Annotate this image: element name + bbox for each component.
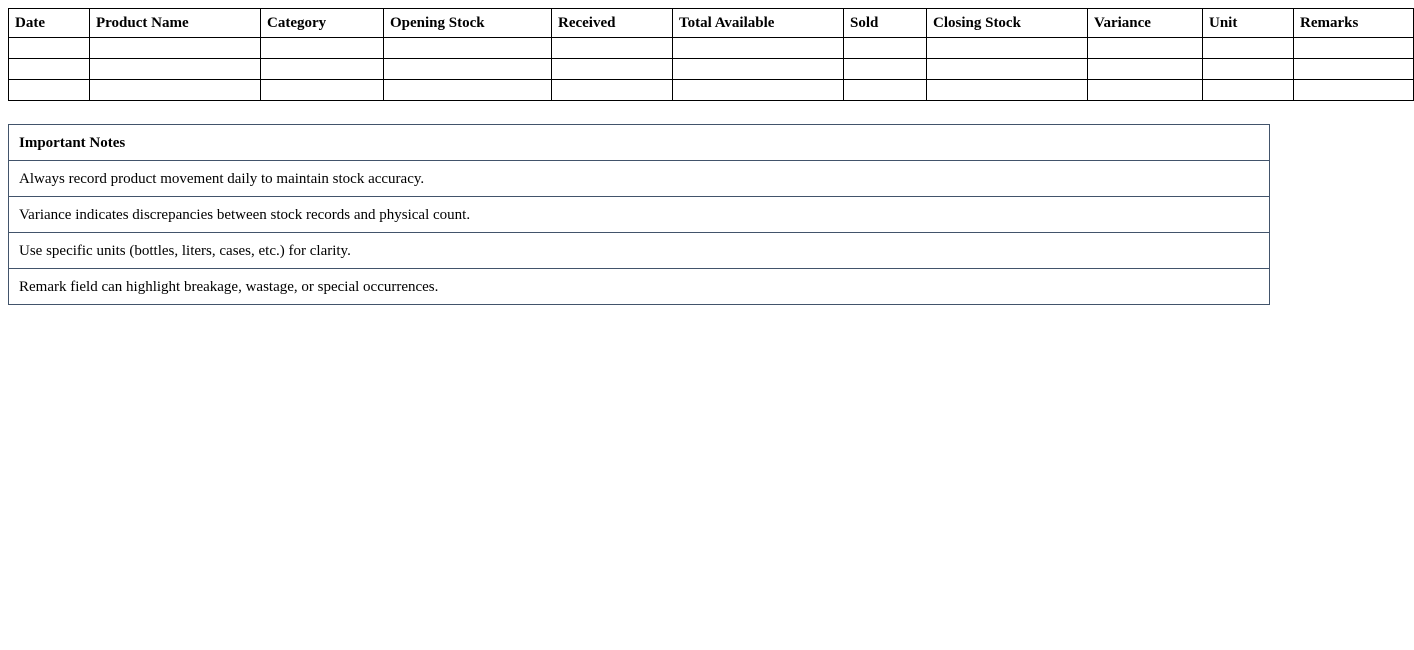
cell-closing-stock[interactable] — [927, 38, 1088, 59]
cell-total-available[interactable] — [673, 80, 844, 101]
cell-date[interactable] — [9, 80, 90, 101]
cell-remarks[interactable] — [1294, 59, 1414, 80]
document-page — [0, 0, 1359, 305]
cell-opening-stock[interactable] — [384, 38, 552, 59]
cell-product-name[interactable] — [90, 59, 261, 80]
cell-sold[interactable] — [844, 38, 927, 59]
important-notes-table — [8, 124, 1270, 305]
cell-sold[interactable] — [844, 59, 927, 80]
column-header-opening-stock: Opening Stock — [384, 9, 552, 38]
column-header-received: Received — [552, 9, 673, 38]
cell-product-name[interactable] — [90, 38, 261, 59]
note-text: Variance indicates discrepancies between stock records and physical count. — [9, 197, 1270, 233]
cell-variance[interactable] — [1088, 38, 1203, 59]
cell-closing-stock[interactable] — [927, 59, 1088, 80]
stock-table-body — [9, 38, 1414, 101]
cell-received[interactable] — [552, 38, 673, 59]
note-text: Remark field can highlight breakage, wastage, or special occurrences. — [9, 269, 1270, 305]
cell-sold[interactable] — [844, 80, 927, 101]
cell-received[interactable] — [552, 80, 673, 101]
cell-unit[interactable] — [1203, 59, 1294, 80]
notes-table-body — [9, 125, 1270, 305]
cell-total-available[interactable] — [673, 38, 844, 59]
column-header-date: Date — [9, 9, 90, 38]
note-text: Use specific units (bottles, liters, cases, etc.) for clarity. — [9, 233, 1270, 269]
cell-opening-stock[interactable] — [384, 80, 552, 101]
column-header-total-available: Total Available — [673, 9, 844, 38]
cell-date[interactable] — [9, 38, 90, 59]
cell-category[interactable] — [261, 80, 384, 101]
note-text: Always record product movement daily to maintain stock accuracy. — [9, 161, 1270, 197]
column-header-sold: Sold — [844, 9, 927, 38]
stock-table-header — [9, 9, 1414, 38]
column-header-category: Category — [261, 9, 384, 38]
cell-date[interactable] — [9, 59, 90, 80]
cell-unit[interactable] — [1203, 80, 1294, 101]
table-header-row — [9, 9, 1414, 38]
cell-category[interactable] — [261, 38, 384, 59]
cell-category[interactable] — [261, 59, 384, 80]
notes-heading: Important Notes — [9, 125, 1270, 161]
table-row[interactable] — [9, 59, 1414, 80]
column-header-unit: Unit — [1203, 9, 1294, 38]
cell-total-available[interactable] — [673, 59, 844, 80]
list-item — [9, 197, 1270, 233]
stock-log-table — [8, 8, 1414, 101]
table-row[interactable] — [9, 80, 1414, 101]
cell-received[interactable] — [552, 59, 673, 80]
table-row[interactable] — [9, 38, 1414, 59]
column-header-variance: Variance — [1088, 9, 1203, 38]
cell-variance[interactable] — [1088, 59, 1203, 80]
list-item — [9, 269, 1270, 305]
cell-opening-stock[interactable] — [384, 59, 552, 80]
list-item — [9, 161, 1270, 197]
cell-variance[interactable] — [1088, 80, 1203, 101]
column-header-remarks: Remarks — [1294, 9, 1414, 38]
cell-product-name[interactable] — [90, 80, 261, 101]
cell-closing-stock[interactable] — [927, 80, 1088, 101]
column-header-closing-stock: Closing Stock — [927, 9, 1088, 38]
important-notes-section — [8, 124, 1270, 305]
column-header-product-name: Product Name — [90, 9, 261, 38]
cell-remarks[interactable] — [1294, 80, 1414, 101]
list-item — [9, 233, 1270, 269]
notes-heading-row — [9, 125, 1270, 161]
cell-remarks[interactable] — [1294, 38, 1414, 59]
cell-unit[interactable] — [1203, 38, 1294, 59]
